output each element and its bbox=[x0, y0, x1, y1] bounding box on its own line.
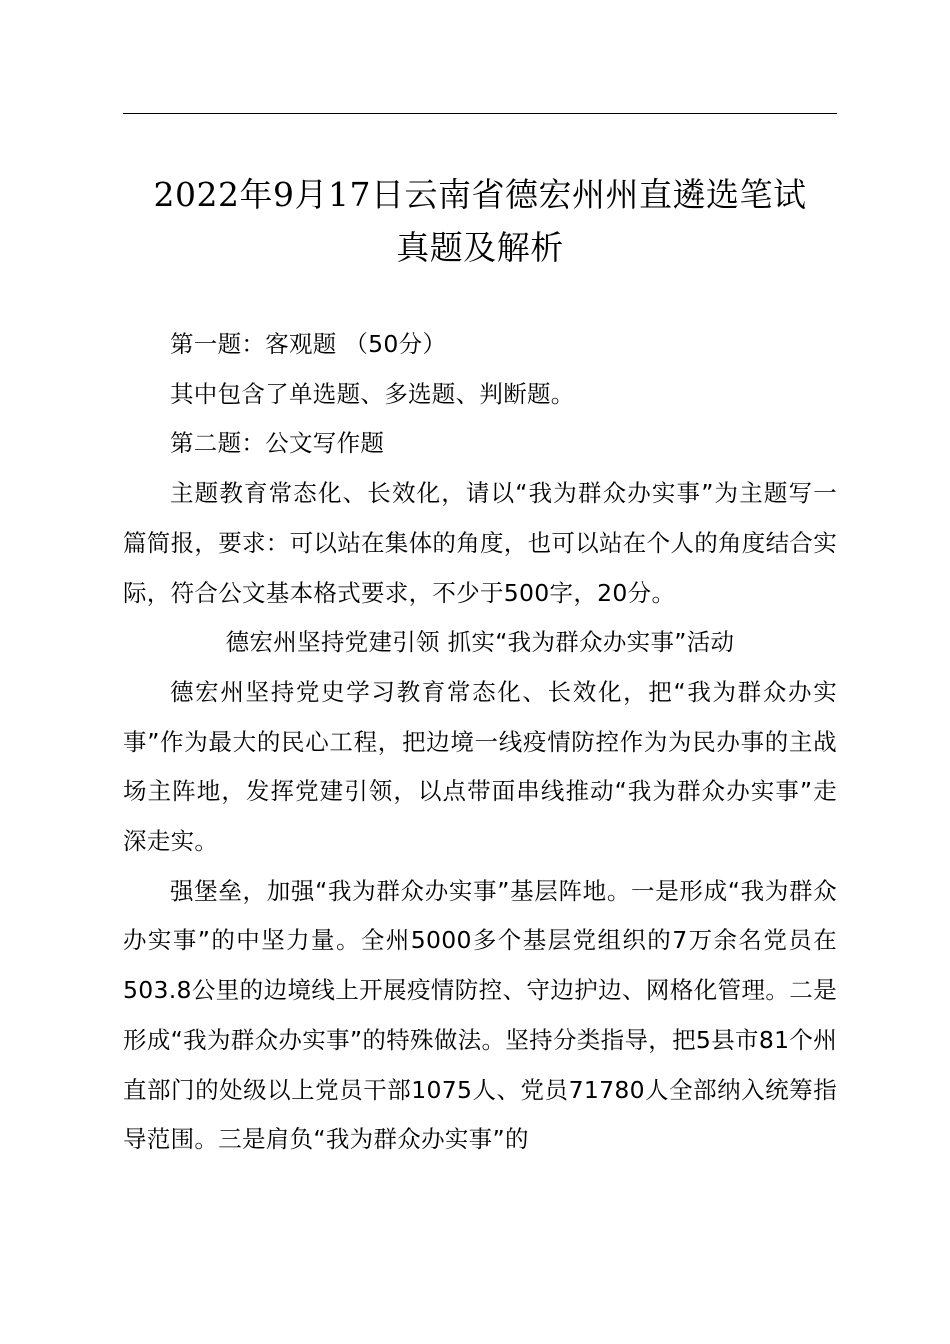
article-heading: 德宏州坚持党建引领 抓实“我为群众办实事”活动 bbox=[225, 628, 735, 657]
title-line-2: 真题及解析 bbox=[396, 228, 564, 267]
article-paragraph: 德宏州坚持党史学习教育常态化、长效化，把“我为群众办实事”作为最大的民心工程，把边境一线疫情防控作为为民办事的主战场主阵地，发挥党建引领，以点带面串线推动“我为群众办实事”走深走实。 bbox=[123, 677, 837, 856]
question-1: 第一题：客观题 （50分） bbox=[170, 330, 447, 358]
question-1-note: 其中包含了单选题、多选题、判断题。 bbox=[170, 379, 575, 408]
title-line-1: 2022年9月17日云南省德宏州州直遴选笔试 bbox=[153, 175, 807, 214]
document-body bbox=[123, 320, 837, 1165]
page-title bbox=[123, 168, 837, 274]
header-rule bbox=[123, 113, 837, 114]
question-2: 第二题：公文写作题 bbox=[170, 429, 385, 458]
article-paragraph: 强堡垒，加强“我为群众办实事”基层阵地。一是形成“我为群众办实事”的中坚力量。全州5000多个基层党组织的7万余名党员在503.8公里的边境线上开展疫情防控、守边护边、网格化管理。二是形成“我为群众办实事”的特殊做法。坚持分类指导，把5县市81个州直部门的处级以上党员干部1075人、党员71780人全部纳入统筹指导范围。三是肩负“我为群众办实事”的 bbox=[123, 876, 837, 1154]
question-2-prompt: 主题教育常态化、长效化，请以“我为群众办实事”为主题写一篇简报，要求：可以站在集体的角度，也可以站在个人的角度结合实际，符合公文基本格式要求，不少于500字，20分。 bbox=[123, 479, 837, 607]
